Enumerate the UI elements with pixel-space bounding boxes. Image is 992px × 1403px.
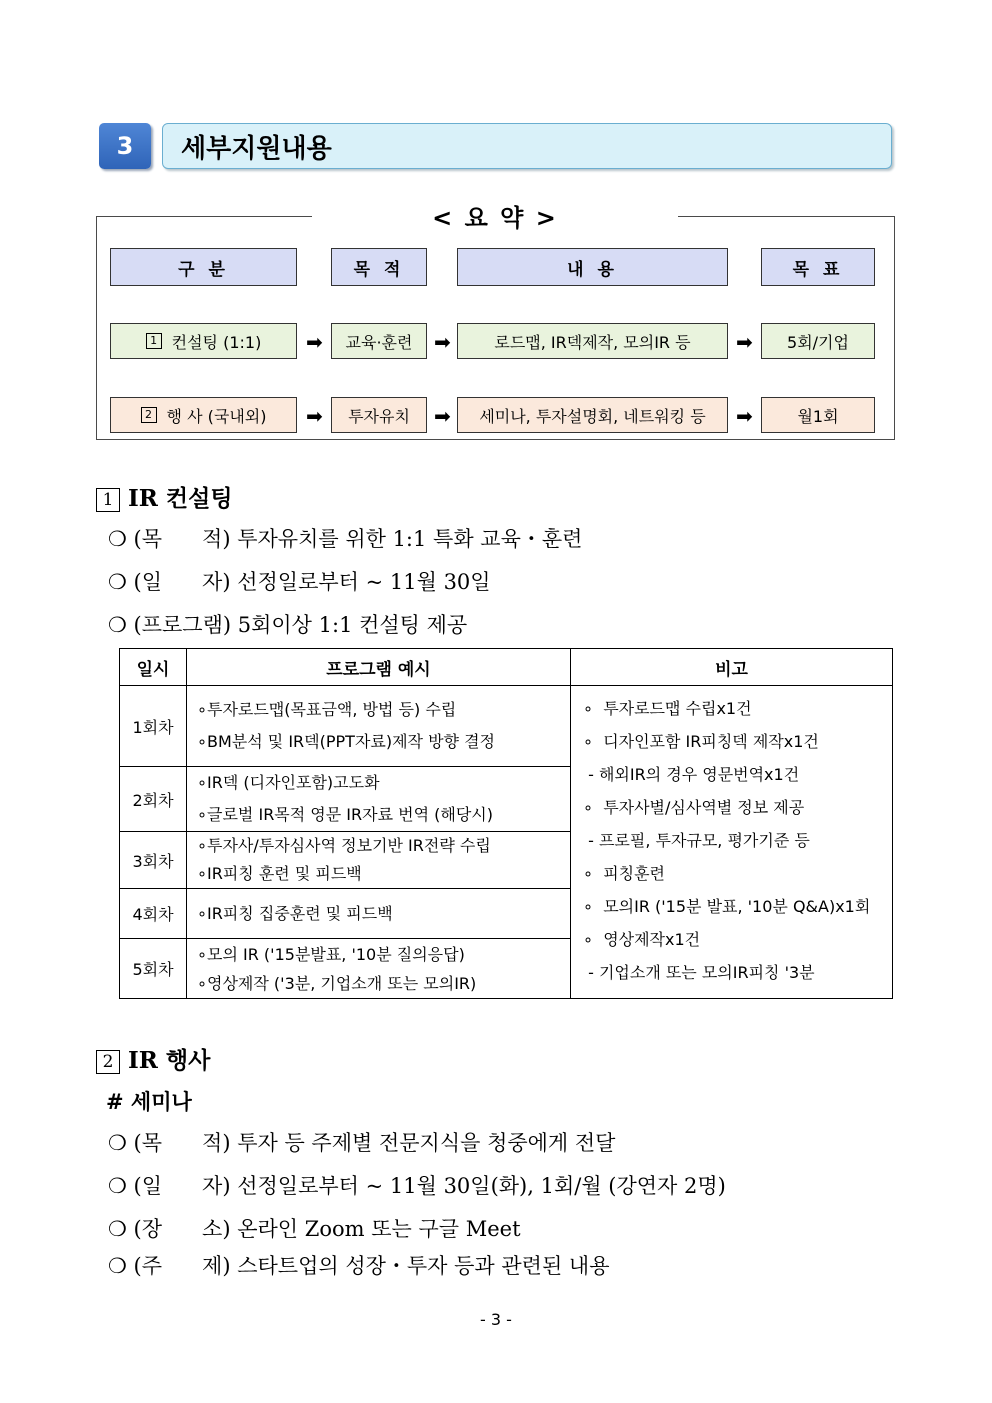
summary-header-goal: 목 표 [761,248,875,286]
note-item: ∘ 영상제작x1건 [583,930,701,949]
program-table [119,648,893,999]
note-item: ∘ 투자사별/심사역별 정보 제공 [583,798,805,817]
program-item: ∘투자로드맵(목표금액, 방법 등) 수립 [197,700,457,719]
summary-row-2-purpose: 투자유치 [331,397,427,433]
bullet-text: 스타트업의 성장・투자 등과 관련된 내용 [237,1254,610,1278]
summary-header-category: 구 분 [110,248,297,286]
summary-row-2-content: 세미나, 투자설명회, 네트워킹 등 [457,397,728,433]
section-title [162,123,892,169]
arrow-right-icon: ➡ [736,330,753,354]
note-item: ∘ 디자인포함 IR피칭덱 제작x1건 [583,732,819,751]
bullet-text: 투자 등 주제별 전문지식을 청중에게 전달 [237,1131,616,1155]
row-number-box: 2 [141,407,157,423]
session-cell: 2회차 [120,767,187,832]
summary-row-2-goal: 월1회 [761,397,875,433]
ir-event-title: IR 행사 [128,1047,211,1074]
bullet-label: (프로그램) [133,613,232,637]
program-cell [187,686,571,767]
session-cell: 1회차 [120,686,187,767]
table-header: 프로그램 예시 [187,649,571,686]
summary-row-1-purpose: 교육·훈련 [331,323,427,359]
bullet-item: ❍ (목 적) 투자유치를 위한 1:1 특화 교육・훈련 [108,527,583,551]
summary-row-1-content: 로드맵, IR덱제작, 모의IR 등 [457,323,728,359]
table-header-row [120,649,893,686]
summary-row-2-category [110,397,297,433]
bullet-label: (목 적) [133,527,231,551]
heading-number-box: 1 [96,488,120,512]
arrow-right-icon: ➡ [306,404,323,428]
ir-consulting-title: IR 컨설팅 [128,485,233,512]
note-item: - 프로필, 투자규모, 평가기준 등 [583,831,810,850]
session-cell: 3회차 [120,832,187,889]
program-item: ∘IR피칭 집중훈련 및 피드백 [197,903,393,923]
bullet-label: (목 적) [133,1131,231,1155]
arrow-right-icon: ➡ [434,404,451,428]
summary-row-1-category-text: 컨설팅 (1:1) [171,332,262,352]
bullet-label: (일 자) [133,570,231,594]
program-cell [187,939,571,999]
table-header: 비고 [571,649,893,686]
program-cell [187,832,571,889]
seminar-subtitle: # 세미나 [106,1090,192,1114]
program-item: ∘글로벌 IR목적 영문 IR자료 번역 (해당시) [197,805,493,824]
program-item: ∘영상제작 ('3분, 기업소개 또는 모의IR) [197,973,477,993]
bullet-item: ❍ (일 자) 선정일로부터 ~ 11월 30일 [108,570,491,594]
note-item: ∘ 투자로드맵 수립x1건 [583,699,752,718]
summary-title: < 요 약 > [312,196,678,234]
row-number-box: 1 [146,333,162,349]
table-row [120,686,893,767]
ir-event-heading [96,1042,210,1075]
bullet-label: (장 소) [133,1217,231,1241]
summary-row-1-category [110,323,297,359]
bullet-item: ❍ (목 적) 투자 등 주제별 전문지식을 청중에게 전달 [108,1131,616,1155]
bullet-item: ❍ (주 제) 스타트업의 성장・투자 등과 관련된 내용 [108,1254,610,1278]
program-cell [187,889,571,939]
summary-header-content: 내 용 [457,248,728,286]
bullet-text: 투자유치를 위한 1:1 특화 교육・훈련 [237,527,583,551]
program-item: ∘BM분석 및 IR덱(PPT자료)제작 방향 결정 [197,732,496,751]
bullet-text: 선정일로부터 ~ 11월 30일 [237,570,491,594]
program-item: ∘IR피칭 훈련 및 피드백 [197,864,362,883]
program-item: ∘모의 IR ('15분발표, '10분 질의응답) [197,944,465,964]
heading-number-box: 2 [96,1050,120,1074]
section-title-text: 세부지원내용 [181,133,332,164]
page-number: - 3 - [480,1310,512,1329]
summary-row-1-goal: 5회/기업 [761,323,875,359]
note-item: ∘ 피칭훈련 [583,864,666,883]
note-item: - 해외IR의 경우 영문번역x1건 [583,765,800,784]
table-header: 일시 [120,649,187,686]
bullet-text: 온라인 Zoom 또는 구글 Meet [237,1217,521,1241]
program-cell [187,767,571,832]
summary-row-2-category-text: 행 사 (국내외) [166,406,267,426]
section-number-badge: 3 [99,123,151,169]
bullet-label: (주 제) [133,1254,231,1278]
bullet-text: 5회이상 1:1 컨설팅 제공 [237,613,468,637]
bullet-label: (일 자) [133,1174,231,1198]
arrow-right-icon: ➡ [306,330,323,354]
arrow-right-icon: ➡ [736,404,753,428]
program-item: ∘IR덱 (디자인포함)고도화 [197,773,380,792]
note-item: - 기업소개 또는 모의IR피칭 '3분 [583,963,815,982]
note-item: ∘ 모의IR ('15분 발표, '10분 Q&A)x1회 [583,897,871,916]
bullet-text: 선정일로부터 ~ 11월 30일(화), 1회/월 (강연자 2명) [237,1174,726,1198]
notes-cell [571,686,893,999]
arrow-right-icon: ➡ [434,330,451,354]
session-cell: 5회차 [120,939,187,999]
bullet-item: ❍ (일 자) 선정일로부터 ~ 11월 30일(화), 1회/월 (강연자 2명) [108,1174,726,1198]
summary-header-purpose: 목 적 [331,248,427,286]
session-cell: 4회차 [120,889,187,939]
bullet-item: ❍ (프로그램) 5회이상 1:1 컨설팅 제공 [108,613,468,637]
bullet-item: ❍ (장 소) 온라인 Zoom 또는 구글 Meet [108,1217,521,1241]
program-item: ∘투자사/투자심사역 정보기반 IR전략 수립 [197,836,491,855]
ir-consulting-heading [96,480,233,513]
